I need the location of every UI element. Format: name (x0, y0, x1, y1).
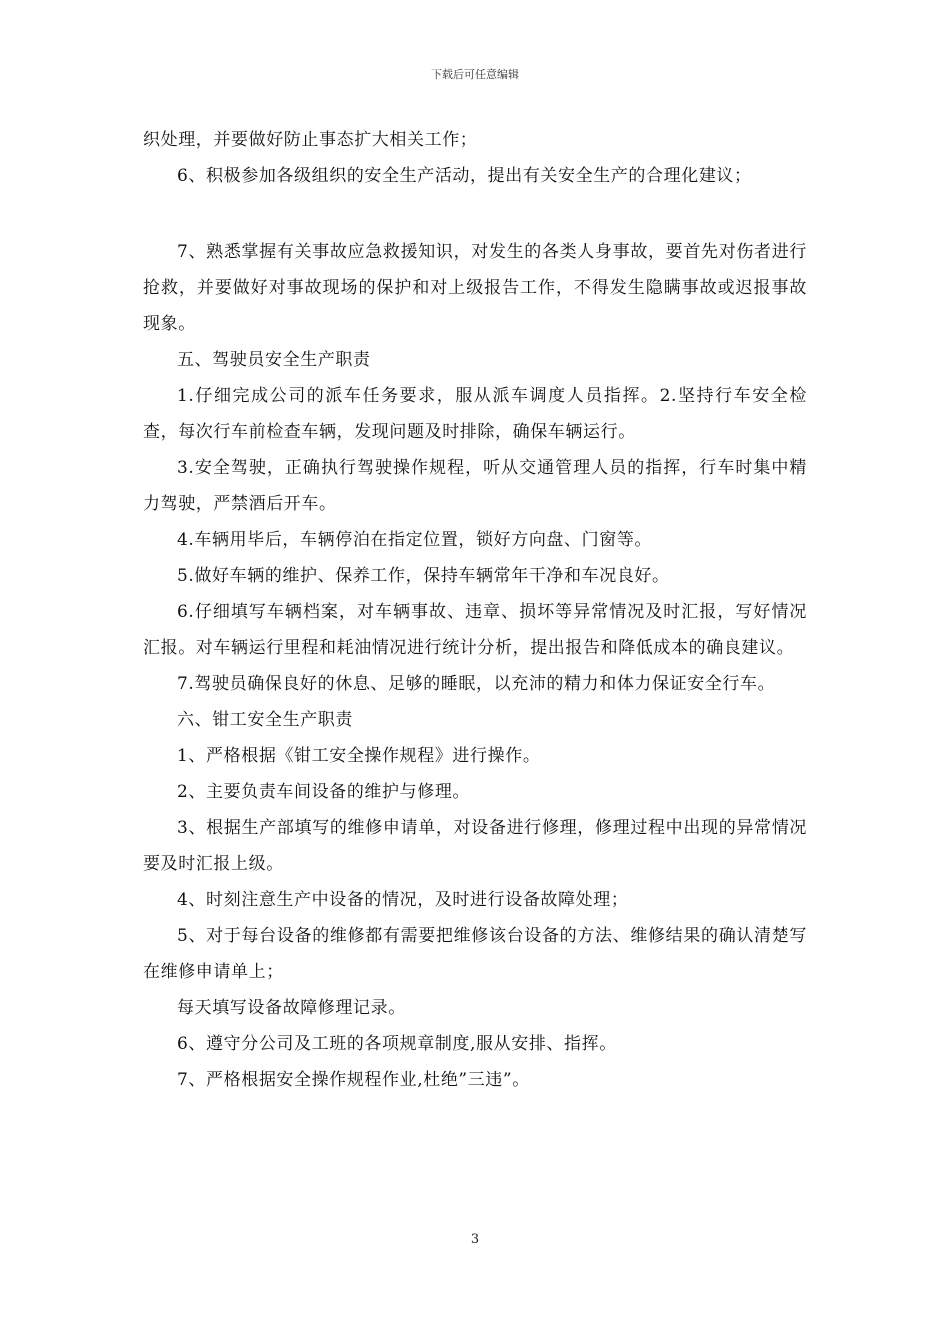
paragraph-driver-3: 3.安全驾驶，正确执行驾驶操作规程，听从交通管理人员的指挥，行车时集中精力驾驶，严禁酒后开车。 (143, 458, 807, 514)
paragraph-driver-1-2: 1.仔细完成公司的派车任务要求，服从派车调度人员指挥。2.坚持行车安全检查，每次行车前检查车辆，发现问题及时排除，确保车辆运行。 (143, 386, 807, 442)
paragraph-fitter-5: 5、对于每台设备的维修都有需要把维修该台设备的方法、维修结果的确认清楚写在维修申请单上； (143, 926, 807, 982)
paragraph-daily-record: 每天填写设备故障修理记录。 (177, 998, 406, 1018)
page-number: 3 (470, 1232, 480, 1247)
paragraph-item-7: 7、熟悉掌握有关事故应急救援知识，对发生的各类人身事故，要首先对伤者进行抢救，并要做好对事故现场的保护和对上级报告工作，不得发生隐瞒事故或迟报事故现象。 (143, 242, 807, 334)
paragraph-fitter-3: 3、根据生产部填写的维修申请单，对设备进行修理，修理过程中出现的异常情况要及时汇报上级。 (143, 818, 807, 874)
paragraph-fitter-6: 6、遵守分公司及工班的各项规章制度,服从安排、指挥。 (177, 1034, 617, 1054)
section-heading-driver: 五、驾驶员安全生产职责 (177, 350, 371, 370)
paragraph-item-6: 6、积极参加各级组织的安全生产活动，提出有关安全生产的合理化建议； (177, 166, 752, 186)
document-body (143, 122, 807, 1098)
paragraph-fitter-4: 4、时刻注意生产中设备的情况，及时进行设备故障处理； (177, 890, 629, 910)
paragraph-fitter-2: 2、主要负责车间设备的维护与修理。 (177, 782, 471, 802)
section-heading-fitter: 六、钳工安全生产职责 (177, 710, 353, 730)
paragraph-driver-5: 5.做好车辆的维护、保养工作，保持车辆常年干净和车况良好。 (177, 566, 670, 586)
paragraph-driver-4: 4.车辆用毕后，车辆停泊在指定位置，锁好方向盘、门窗等。 (177, 530, 653, 550)
paragraph-fitter-7: 7、严格根据安全操作规程作业,杜绝”三违”。 (177, 1070, 530, 1090)
paragraph-continuation: 织处理，并要做好防止事态扩大相关工作； (143, 130, 478, 150)
paragraph-driver-6: 6.仔细填写车辆档案，对车辆事故、违章、损坏等异常情况及时汇报，写好情况汇报。对车辆运行里程和耗油情况进行统计分析，提出报告和降低成本的确良建议。 (143, 602, 807, 658)
paragraph-fitter-1: 1、严格根据《钳工安全操作规程》进行操作。 (177, 746, 541, 766)
page-header: 下载后可任意编辑 (431, 68, 519, 81)
paragraph-driver-7: 7.驾驶员确保良好的休息、足够的睡眠，以充沛的精力和体力保证安全行车。 (177, 674, 776, 694)
